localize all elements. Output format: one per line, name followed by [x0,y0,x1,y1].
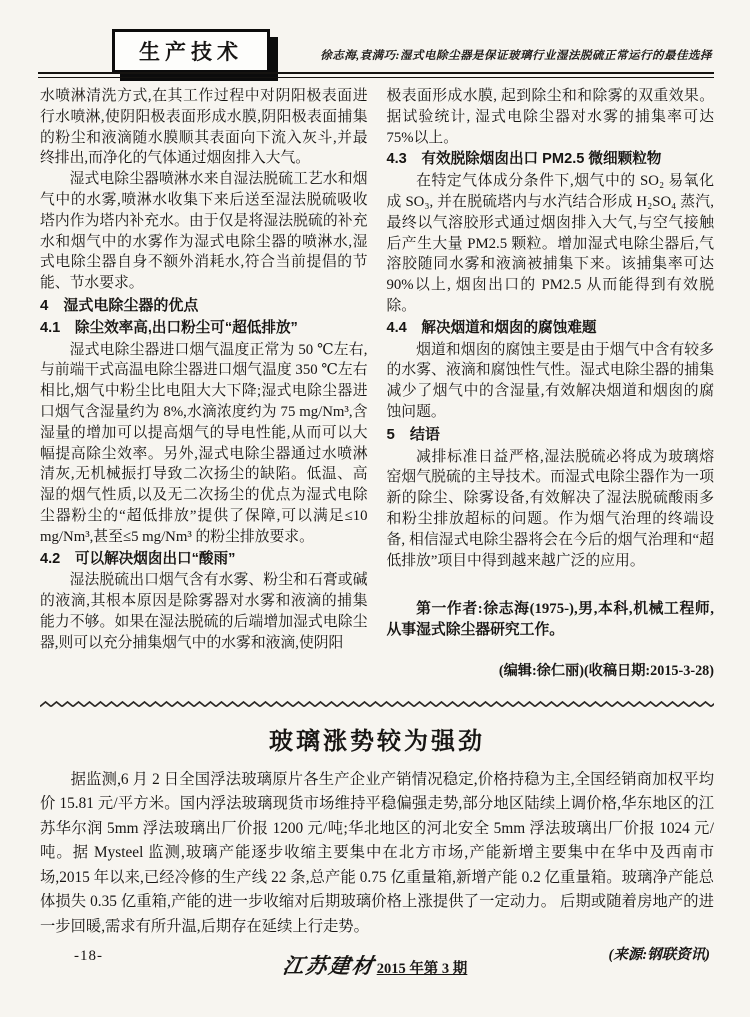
subsection-heading: 4.4 解决烟道和烟囱的腐蚀难题 [386,319,597,336]
article-columns [40,86,714,682]
paragraph: 在特定气体成分条件下,烟气中的 SO₂ 易氧化成 SO₃, 并在脱硫塔内与水汽结合形成 H₂SO₄ 蒸汽,最终以气溶胶形式通过烟囱排入大气,与空气接触后产生大量 PM2.5 颗粒。增加湿式电除尘器后,气溶胶随同水雾和液滴被捕集下来。该捕集率可达 90%以上, 烟囱出口的 PM2.5 从而能得到有效脱除。 [386,173,714,314]
paragraph: 湿式电除尘器喷淋水来自湿法脱硫工艺水和烟气中的水雾,喷淋水收集下来后送至湿法脱硫吸收塔内作为塔内补充水。由于仅是将湿法脱硫的补充水和烟气中的水雾作为湿式电除尘器的喷淋水,湿式电除尘器自身不额外消耗水,符合当前提倡的节能、节水要求。 [40,171,368,292]
subsection-heading: 4.2 可以解决烟囱出口“酸雨” [40,550,236,567]
right-column [387,86,715,682]
section-tag-label: 生产技术 [139,41,243,64]
paragraph: 湿法脱硫出口烟气含有水雾、粉尘和石膏或碱的液滴,其根本原因是除雾器对水雾和液滴的捕集能力不够。如果在湿法脱硫的后端增加湿式电除尘器,则可以充分捕集烟气中的水雾和液滴,使阴阳 [40,572,368,651]
section-tag [112,29,270,73]
running-title: 徐志海,袁满巧:湿式电除尘器是保证玻璃行业湿法脱硫正常运行的最佳选择 [320,50,712,62]
subsection-heading: 4.1 除尘效率高,出口粉尘可“超低排放” [40,319,298,336]
paragraph: 极表面形成水膜, 起到除尘和和除雾的双重效果。据试验统计, 湿式电除尘器对水雾的捕集率可达 75%以上。 [386,88,714,146]
journal-issue: 2015 年第 3 期 [376,961,468,977]
editor-note: (编辑:徐仁丽)(收稿日期:2015-3-28) [498,662,714,679]
news-body: 据监测,6 月 2 日全国浮法玻璃原片各生产企业产销情况稳定,价格持稳为主,全国经销商加权平均价 15.81 元/平方米。国内浮法玻璃现货市场维持平稳偏强走势,部分地区陆续上调价格,华东地区的江苏华尔润 5mm 浮法玻璃出厂价报 1200 元/吨;华北地区的河北安全 5mm 浮法玻璃出厂价报 1024 元/吨。据 Mysteel 监测,玻璃产能逐步收缩主要集中在北方市场,产能新增主要集中在华中及西南市场,2015 年以来,已经冷修的生产线 22 条,总产能 0.75 亿重量箱,新增产能 0.2 亿重量箱。玻璃净产能总体损失 0.35 亿重箱,产能的进一步收缩对后期玻璃价格上涨提供了一定动力。 后期或随着房地产的进一步回暖,需求有所升温,后期存在延续上行走势。 [40,770,714,935]
news-title: 玻璃涨势较为强劲 [269,727,485,755]
news-source: (来源:钢联资讯) [608,947,710,964]
wavy-divider [40,696,714,705]
header-rule [38,72,714,78]
paragraph: 水喷淋清洗方式,在其工作过程中对阴阳极表面进行水喷淋,使阴阳极表面形成水膜,阴阳极表面捕集的粉尘和液滴随水膜顺其表面向下流入灰斗,并最终排出,而净化的气体通过烟囱排入大气。 [40,88,368,167]
journal-mark [0,950,750,980]
paragraph: 烟道和烟囱的腐蚀主要是由于烟气中含有较多的水雾、液滴和腐蚀性气性。湿式电除尘器的捕集减少了烟气中的含湿量,有效解决烟道和烟囱的腐蚀问题。 [386,341,714,420]
author-bio: 第一作者:徐志海(1975-),男,本科,机械工程师,从事湿式除尘器研究工作。 [386,601,714,639]
paragraph: 湿式电除尘器进口烟气温度正常为 50 ℃左右,与前端干式高温电除尘器进口烟气温度 350 ℃左右相比,烟气中粉尘比电阻大大下降;湿式电除尘器进口烟气含湿量约为 8%,水滴浓度约为 75 mg/Nm³,含湿量的增加可以提高烟气的导电性能,从而可以大幅提高除尘效率。另外,湿式电除尘器通过水喷淋清灰,无机械振打导致二次扬尘的缺陷。低温、高湿的烟气性质,以及无二次扬尘的优点为湿式电除尘器粉尘的“超低排放”提供了保障,可以满足≤10 mg/Nm³,甚至≤5 mg/Nm³ 的粉尘排放要求。 [40,341,368,545]
left-column [40,86,368,682]
page-content [40,86,714,964]
subsection-heading: 4.3 有效脱除烟囱出口 PM2.5 微细颗粒物 [386,151,662,168]
journal-name: 江苏建材 [280,953,377,978]
section-heading: 5 结语 [386,425,440,443]
paragraph: 减排标准日益严格,湿法脱硫必将成为玻璃熔窑烟气脱硫的主导技术。而湿式电除尘器作为一项新的除尘、除雾设备,有效解决了湿法脱硫酸雨多和粉尘排放超标的问题。作为烟气治理的终端设备, 相信湿式电除尘器将会在今后的烟气治理和“超低排放”项目中得到越来越广泛的应用。 [386,448,714,569]
wavy-divider-graphic [40,700,714,709]
section-heading: 4 湿式电除尘器的优点 [40,296,199,314]
page-number: -18- [74,948,103,964]
